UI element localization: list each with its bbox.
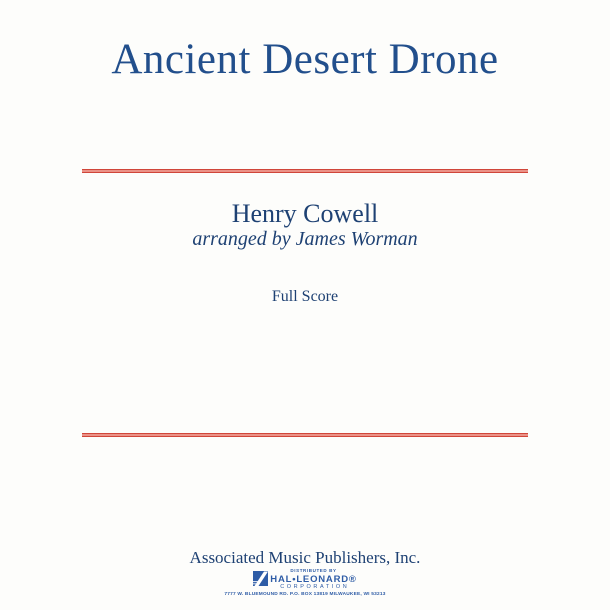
distributor-text-column — [270, 569, 356, 591]
arranger-credit: arranged by James Worman — [192, 228, 418, 250]
distributed-by-label: DISTRIBUTED BY — [290, 568, 337, 573]
hal-leonard-logo-icon — [253, 571, 268, 586]
horizontal-rule-top — [82, 169, 528, 173]
distributor-block — [0, 569, 610, 597]
distributor-logo-row — [253, 569, 356, 591]
composer-name: Henry Cowell — [231, 199, 379, 228]
publisher-name: Associated Music Publishers, Inc. — [189, 548, 421, 567]
distributor-subtitle: CORPORATION — [280, 584, 350, 590]
horizontal-rule-bottom — [82, 433, 528, 437]
score-type-label: Full Score — [271, 288, 339, 305]
distributor-name: HAL•LEONARD® — [270, 573, 357, 585]
distributor-address: 7777 W. BLUEMOUND RD. P.O. BOX 13819 MILWAUKEE, WI 53213 — [224, 592, 386, 597]
page-title: Ancient Desert Drone — [111, 36, 499, 83]
